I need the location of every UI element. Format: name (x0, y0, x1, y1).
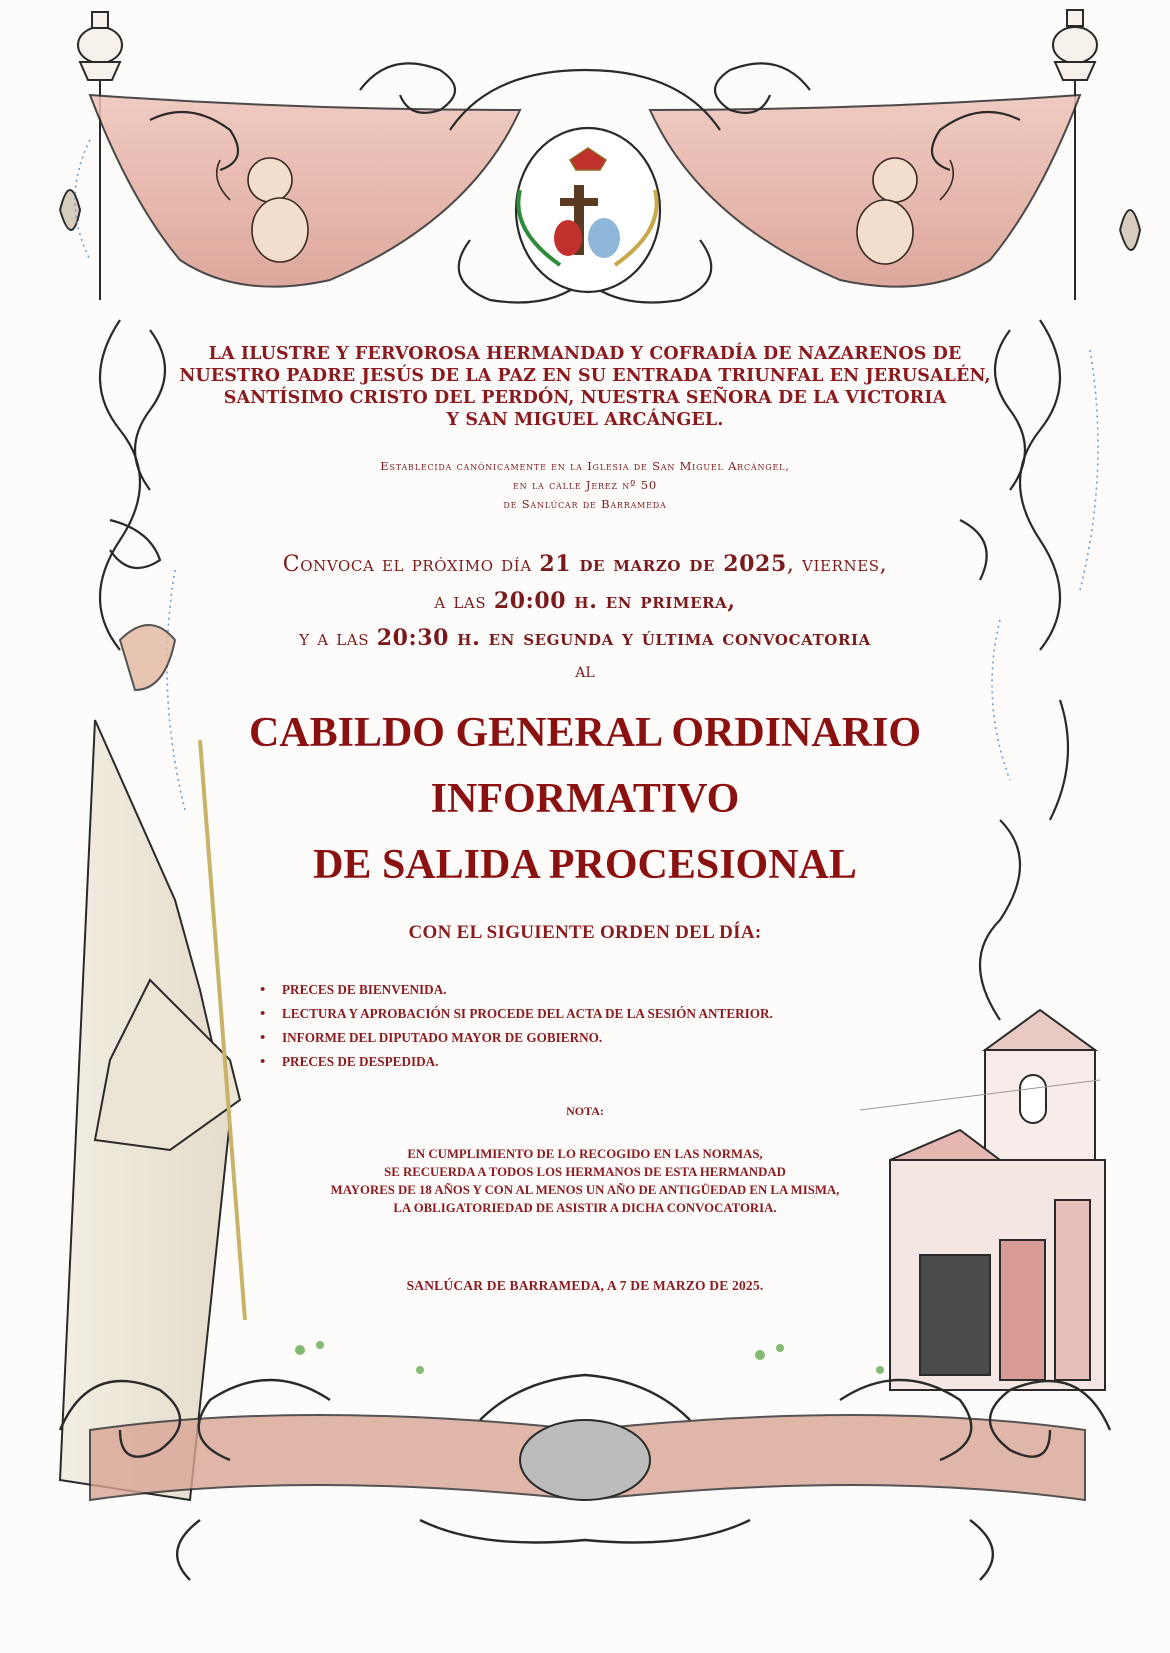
convocation-line-1: Convoca el próximo día 21 de marzo de 2025, viernes, (282, 551, 888, 577)
header-line: NUESTRO PADRE JESÚS DE LA PAZ EN SU ENTRADA TRIUNFAL EN JERUSALÉN, (179, 366, 991, 386)
title-line-2: INFORMATIVO (430, 776, 740, 822)
list-item: • INFORME DEL DIPUTADO MAYOR DE GOBIERNO. (260, 1026, 773, 1050)
established-line: de Sanlúcar de Barrameda (503, 497, 667, 511)
convocation-line-2: a las 20:00 h. en primera, (434, 588, 736, 614)
convocation-details (0, 546, 1170, 657)
agenda-heading: CON EL SIGUIENTE ORDEN DEL DÍA: (408, 922, 762, 943)
finial-left-icon (60, 12, 122, 300)
second-call-time: 20:30 h. en segunda y última convocatoria (376, 625, 871, 651)
meeting-date: 21 de marzo de 2025 (539, 551, 787, 577)
established-location (0, 457, 1170, 514)
brotherhood-coat-of-arms-icon (516, 128, 660, 292)
finial-right-icon (1053, 10, 1140, 300)
note-text (0, 1145, 1170, 1217)
header-line: Y SAN MIGUEL ARCÁNGEL. (446, 410, 724, 430)
note-line: SE RECUERDA A TODOS LOS HERMANOS DE ESTA HERMANDAD (384, 1165, 786, 1179)
meeting-title (0, 700, 1170, 898)
header-line: SANTÍSIMO CRISTO DEL PERDÓN, NUESTRA SEÑORA DE LA VICTORIA (223, 388, 947, 408)
brotherhood-full-name (0, 343, 1170, 431)
bottom-shell-ornament-icon (520, 1420, 650, 1500)
note-label: NOTA: (566, 1104, 604, 1118)
note-line: LA OBLIGATORIEDAD DE ASISTIR A DICHA CONVOCATORIA. (393, 1201, 777, 1215)
title-line-1: CABILDO GENERAL ORDINARIO (248, 710, 922, 756)
established-line: en la calle Jerez nº 50 (513, 478, 657, 492)
list-item: • PRECES DE DESPEDIDA. (260, 1050, 773, 1074)
note-line: MAYORES DE 18 AÑOS Y CON AL MENOS UN AÑO DE ANTIGÜEDAD EN LA MISMA, (330, 1183, 840, 1197)
convocation-to: al (575, 658, 595, 682)
title-line-3: DE SALIDA PROCESIONAL (313, 842, 857, 888)
first-call-time: 20:00 h. en primera, (493, 588, 736, 614)
list-item: • LECTURA Y APROBACIÓN SI PROCEDE DEL ACTA DE LA SESIÓN ANTERIOR. (260, 1002, 773, 1026)
established-line: Establecida canónicamente en la Iglesia de San Miguel Arcángel, (380, 459, 790, 473)
note-line: EN CUMPLIMIENTO DE LO RECOGIDO EN LAS NORMAS, (407, 1147, 763, 1161)
header-line: LA ILUSTRE Y FERVOROSA HERMANDAD Y COFRADÍA DE NAZARENOS DE (208, 344, 962, 364)
convocation-line-3: y a las 20:30 h. en segunda y última convocatoria (299, 625, 871, 651)
list-item: • PRECES DE BIENVENIDA. (260, 978, 773, 1002)
place-and-date: SANLÚCAR DE BARRAMEDA, A 7 DE MARZO DE 2025. (406, 1278, 764, 1293)
agenda-list (260, 978, 773, 1074)
